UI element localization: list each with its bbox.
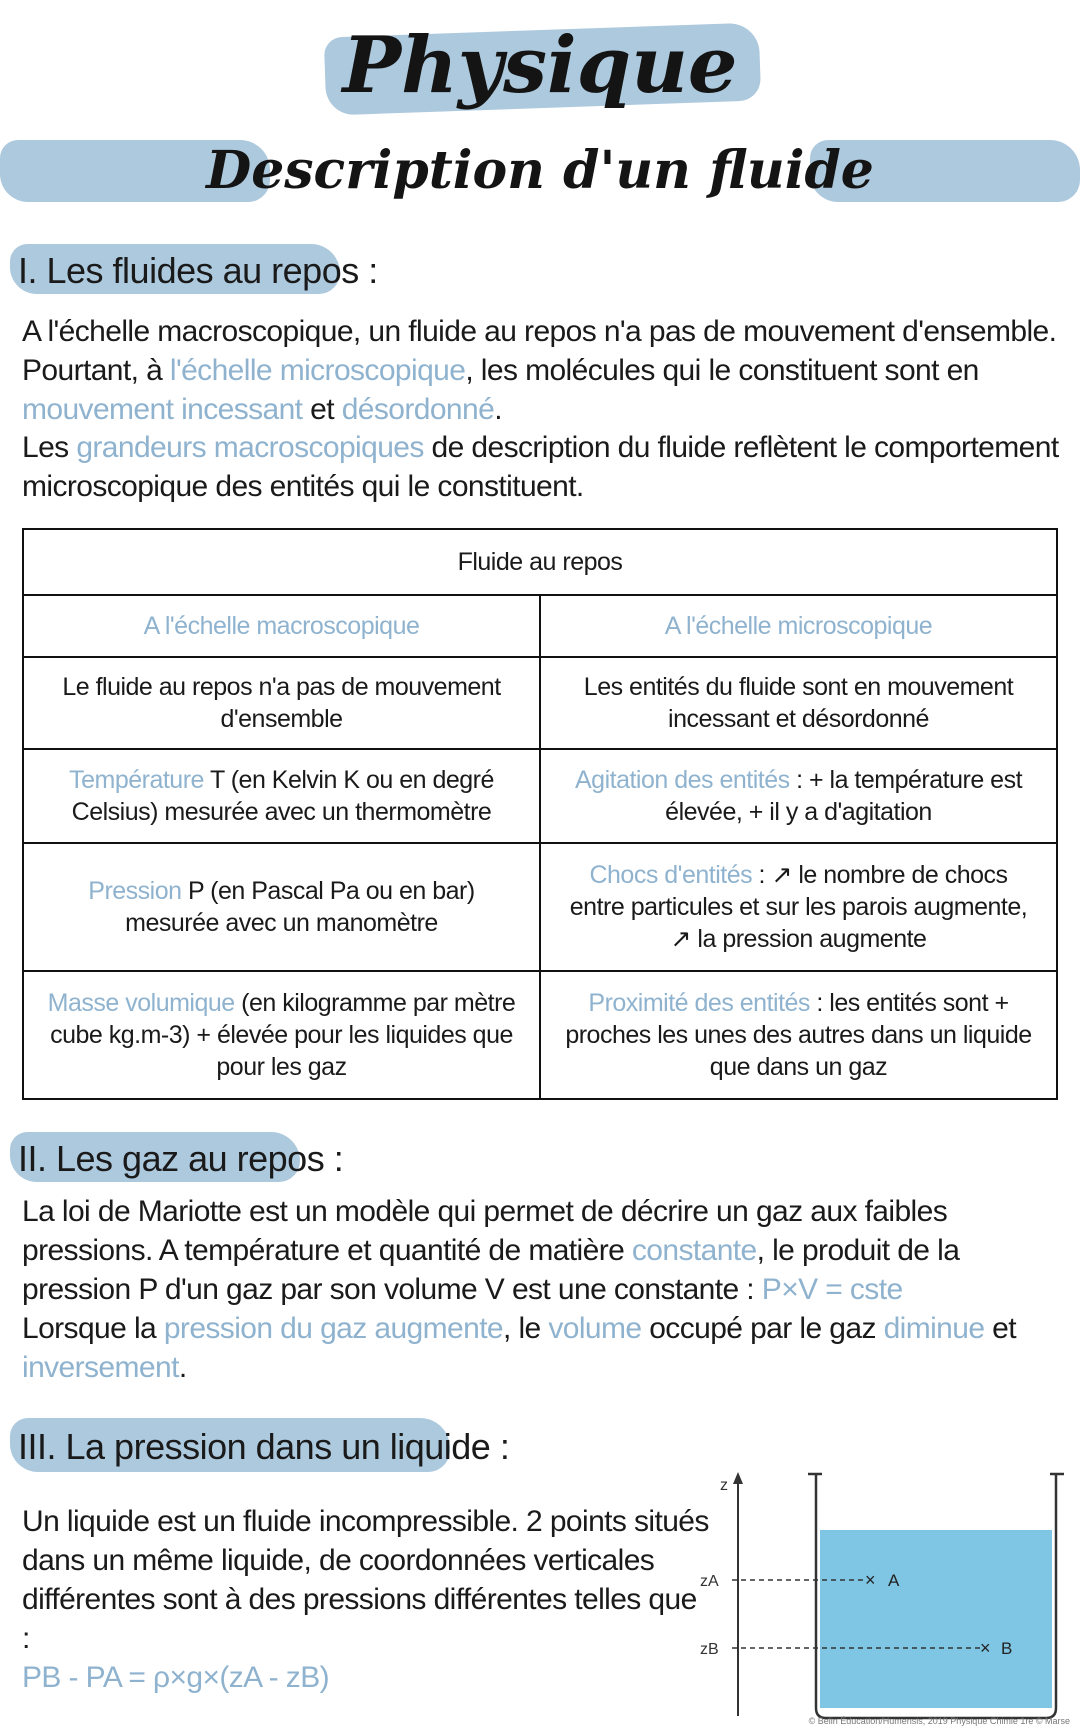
svg-text:×: × [980, 1638, 991, 1658]
z-axis-label: z [720, 1477, 728, 1494]
highlight-constant: constante [631, 1234, 757, 1267]
column-header-macroscopic: A l'échelle macroscopique [23, 595, 540, 657]
point-a-label: A [888, 1571, 900, 1590]
pressure-formula: PB - PA = ρ×g×(zA - zB) [22, 1661, 330, 1694]
liquid [820, 1530, 1052, 1708]
section2-title: II. Les gaz au repos : [18, 1138, 344, 1179]
section1-paragraph1: A l'échelle macroscopique, un fluide au repos n'a pas de mouvement d'ensemble. Pourtant, à l'échelle microscopique, les molécules qui le constituent sont en mouvement incessant et désordonné. [22, 315, 1057, 426]
table-cell: Chocs d'entités : ↗ le nombre de chocs entre particules et sur les parois augmente, ↗ la pression augmente [540, 843, 1057, 971]
table-cell: Pression P (en Pascal Pa ou en bar) mesurée avec un manomètre [23, 843, 540, 971]
table-header: Fluide au repos [23, 529, 1057, 595]
beaker-diagram [690, 1468, 1080, 1729]
section3-paragraph: Un liquide est un fluide incompressible. 2 points situés dans un même liquide, de coordonnées verticales différentes sont à des pressions différentes telles que : [22, 1505, 709, 1655]
highlight-microscopic-scale: l'échelle microscopique [169, 354, 466, 387]
svg-text:×: × [865, 1570, 876, 1590]
table-cell: Masse volumique (en kilogramme par mètre cube kg.m-3) + élevée pour les liquides que pour les gaz [23, 971, 540, 1099]
table-cell: Proximité des entités : les entités sont + proches les unes des autres dans un liquide que dans un gaz [540, 971, 1057, 1099]
point-b-label: B [1001, 1639, 1013, 1658]
column-header-microscopic: A l'échelle microscopique [540, 595, 1057, 657]
page-title: Physique [342, 20, 738, 111]
section2-paragraph: La loi de Mariotte est un modèle qui permet de décrire un gaz aux faibles pressions. A température et quantité de matière constante, le produit de la pression P d'un gaz par son volume V est une constante : P×V = cste Lorsque la pression du gaz augmente, le volume occupé par le gaz diminue et inversement. [22, 1195, 1016, 1384]
highlight-disordered: désordonné [341, 393, 495, 426]
table-cell: Température T (en Kelvin K ou en degré Celsius) mesurée avec un thermomètre [23, 749, 540, 843]
table-cell: Les entités du fluide sont en mouvement incessant et désordonné [540, 657, 1057, 749]
figure-credit: © Belin Éducation/Humensis, 2019 Physique Chimie 1re © Marse [808, 1716, 1070, 1726]
z-axis-arrow-icon [733, 1472, 743, 1484]
section1-paragraph2: Les grandeurs macroscopiques de description du fluide reflètent le comportement microscopique des entités qui le constituent. [22, 431, 1059, 503]
zb-label: zB [700, 1641, 719, 1658]
section1-title: I. Les fluides au repos : [18, 250, 378, 291]
za-label: zA [700, 1573, 719, 1590]
mariotte-formula: P×V = cste [761, 1273, 903, 1306]
table-cell: Le fluide au repos n'a pas de mouvement d'ensemble [23, 657, 540, 749]
section3-title: III. La pression dans un liquide : [18, 1426, 510, 1467]
highlight-incessant-motion: mouvement incessant [22, 393, 303, 426]
table-cell: Agitation des entités : + la température est élevée, + il y a d'agitation [540, 749, 1057, 843]
highlight-macroscopic-quantities: grandeurs macroscopiques [76, 431, 424, 464]
page-subtitle: Description d'un fluide [206, 140, 874, 201]
fluid-at-rest-table [22, 528, 1058, 1100]
